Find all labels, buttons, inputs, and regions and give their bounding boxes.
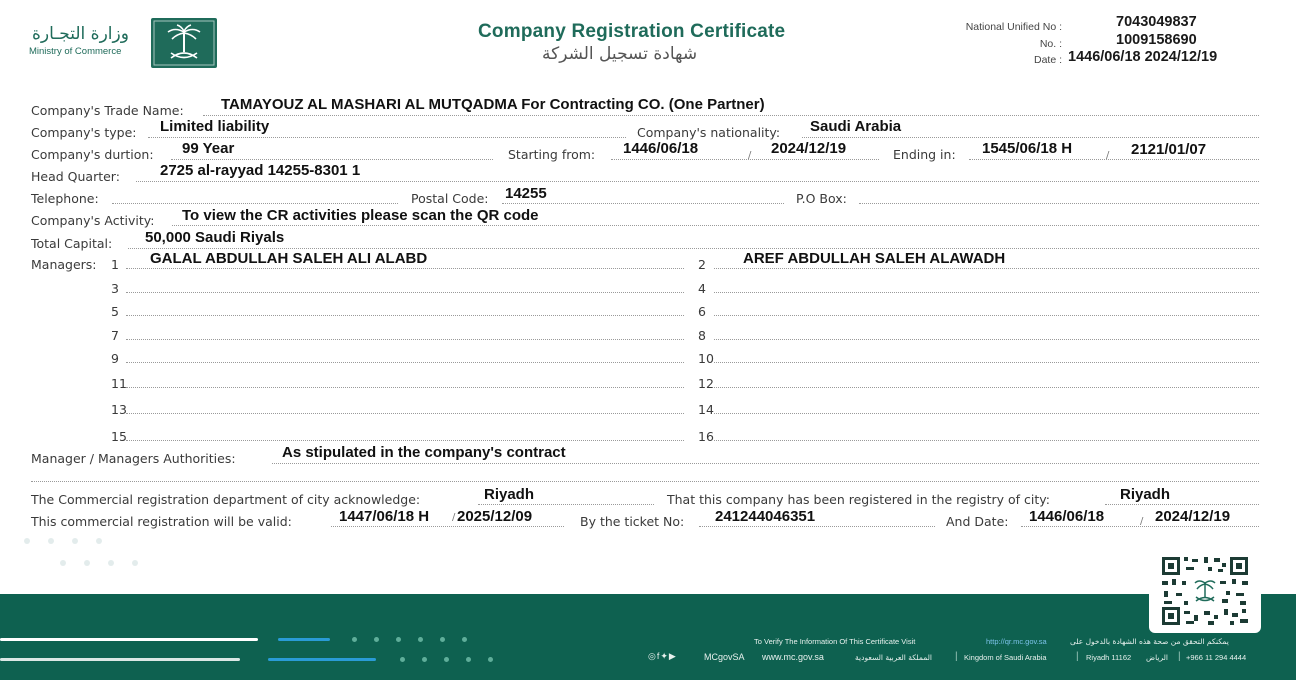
decorative-line: [0, 638, 258, 641]
postal-code-value: 14255: [505, 185, 547, 202]
footer-band: [0, 594, 1296, 680]
head-quarter-line: [136, 181, 1259, 182]
trade-name-label: Company's Trade Name:: [31, 103, 184, 118]
manager-number: 12: [698, 376, 714, 391]
decorative-dot: [352, 637, 357, 642]
manager-line: [714, 292, 1259, 293]
end-hijri-value: 1545/06/18 H: [982, 140, 1073, 157]
decorative-dot: [396, 637, 401, 642]
manager-line: [126, 362, 684, 363]
manager-line: [714, 387, 1259, 388]
telephone-line: [112, 203, 398, 204]
kingdom-english: Kingdom of Saudi Arabia: [964, 653, 1047, 662]
ending-in-label: Ending in:: [893, 147, 956, 162]
manager-line: [714, 315, 1259, 316]
activity-value: To view the CR activities please scan the QR code: [182, 207, 539, 224]
nationality-value: Saudi Arabia: [810, 118, 902, 135]
company-type-line: [148, 137, 626, 138]
decorative-dot: [422, 657, 427, 662]
decorative-dot: [462, 637, 467, 642]
national-unified-value: 7043049837: [1116, 14, 1197, 30]
and-date-label: And Date:: [946, 514, 1009, 529]
kingdom-arabic: المملكة العربية السعودية: [855, 653, 932, 662]
ticket-label: By the ticket No:: [580, 514, 685, 529]
footer-divider: |: [1178, 651, 1181, 662]
verify-text-arabic: يمكنكم التحقق من صحة هذه الشهادة بالدخول على: [1070, 637, 1229, 646]
decorative-dot: [24, 538, 30, 544]
decorative-line: [0, 658, 240, 661]
decorative-dot: [488, 657, 493, 662]
website-link[interactable]: www.mc.gov.sa: [762, 652, 824, 662]
decorative-dot: [466, 657, 471, 662]
instagram-icon[interactable]: ◎: [648, 651, 657, 661]
manager-number: 13: [111, 402, 127, 417]
trade-name-line: [203, 115, 1259, 116]
company-type-label: Company's type:: [31, 125, 137, 140]
activity-line: [172, 225, 1259, 226]
decorative-dot: [374, 637, 379, 642]
authorities-line: [272, 463, 1259, 464]
manager-line: [126, 292, 684, 293]
capital-value: 50,000 Saudi Riyals: [145, 229, 285, 246]
decorative-line: [278, 638, 330, 641]
valid-hijri-value: 1447/06/18 H: [339, 508, 430, 525]
date-separator: /: [452, 512, 456, 523]
duration-value: 99 Year: [182, 140, 235, 157]
verify-text-english: To Verify The Information Of This Certificate Visit: [754, 637, 916, 646]
national-unified-label: National Unified No :: [965, 21, 1062, 33]
manager-number: 5: [111, 304, 119, 319]
nationality-line: [802, 137, 1259, 138]
trade-name-value: TAMAYOUZ AL MASHARI AL MUTQADMA For Contracting CO. (One Partner): [221, 96, 765, 113]
manager-number: 2: [698, 257, 706, 272]
manager-number: 16: [698, 429, 714, 444]
social-handle[interactable]: MCgovSA: [704, 652, 745, 662]
manager-number: 8: [698, 328, 706, 343]
twitter-icon[interactable]: ✦: [660, 651, 669, 661]
date-separator: /: [1106, 150, 1110, 161]
manager-line: [126, 413, 684, 414]
number-label: No. :: [1039, 38, 1062, 50]
end-gregorian-value: 2121/01/07: [1131, 141, 1207, 158]
date-value: 1446/06/18 2024/12/19: [1068, 49, 1218, 65]
number-value: 1009158690: [1116, 32, 1197, 48]
blank-line: [31, 481, 1259, 482]
manager-line: [714, 268, 1259, 269]
manager-number: 6: [698, 304, 706, 319]
authorities-label: Manager / Managers Authorities:: [31, 451, 236, 466]
palm-swords-icon: [151, 18, 217, 68]
qr-code[interactable]: [1149, 549, 1261, 633]
ministry-name-arabic: وزارة التجـارة: [32, 24, 129, 44]
manager-1-name: GALAL ABDULLAH SALEH ALI ALABD: [150, 250, 428, 267]
certificate-title-arabic: شهادة تسجيل الشركة: [542, 44, 698, 64]
qr-code-icon: [1149, 549, 1261, 633]
decorative-dot: [444, 657, 449, 662]
manager-number: 11: [111, 376, 127, 391]
manager-number: 7: [111, 328, 119, 343]
phone-number: +966 11 294 4444: [1186, 653, 1247, 662]
city-arabic: الرياض: [1146, 653, 1168, 662]
certificate-title-english: Company Registration Certificate: [478, 21, 786, 42]
footer-divider: |: [1076, 651, 1079, 662]
decorative-dot: [84, 560, 90, 566]
ticket-number-value: 241244046351: [715, 508, 816, 525]
manager-number: 4: [698, 281, 706, 296]
ticket-line: [699, 526, 935, 527]
decorative-dot: [132, 560, 138, 566]
saudi-emblem-logo: [151, 18, 217, 68]
acknowledge-label: The Commercial registration department of city acknowledge:: [31, 492, 421, 507]
managers-label: Managers:: [31, 257, 97, 272]
manager-number: 15: [111, 429, 127, 444]
valid-line: [331, 526, 564, 527]
city-english: Riyadh 11162: [1086, 653, 1132, 662]
duration-line: [171, 159, 493, 160]
manager-line: [126, 339, 684, 340]
capital-label: Total Capital:: [31, 236, 113, 251]
head-quarter-value: 2725 al-rayyad 14255-8301 1: [160, 162, 361, 179]
manager-number: 14: [698, 402, 714, 417]
manager-line: [126, 440, 684, 441]
telephone-label: Telephone:: [31, 191, 99, 206]
decorative-dot: [418, 637, 423, 642]
and-date-gregorian-value: 2024/12/19: [1155, 508, 1231, 525]
date-separator: /: [748, 150, 752, 161]
postal-code-label: Postal Code:: [411, 191, 489, 206]
date-separator: /: [1140, 516, 1144, 527]
footer-divider: |: [955, 651, 958, 662]
valid-gregorian-value: 2025/12/09: [457, 508, 533, 525]
manager-line: [126, 315, 684, 316]
acknowledge-city-value: Riyadh: [484, 486, 535, 503]
decorative-dot: [400, 657, 405, 662]
start-gregorian-value: 2024/12/19: [771, 140, 847, 157]
valid-label: This commercial registration will be valid:: [31, 514, 292, 529]
manager-line: [714, 413, 1259, 414]
manager-number: 1: [111, 257, 119, 272]
manager-number: 3: [111, 281, 119, 296]
decorative-line: [268, 658, 376, 661]
manager-line: [126, 387, 684, 388]
capital-line: [128, 248, 1259, 249]
manager-number: 9: [111, 351, 119, 366]
social-icons[interactable]: [648, 651, 677, 662]
starting-from-label: Starting from:: [508, 147, 596, 162]
acknowledge-line: [478, 504, 654, 505]
decorative-dot: [440, 637, 445, 642]
decorative-dot: [60, 560, 66, 566]
po-box-line: [859, 203, 1259, 204]
manager-line: [714, 362, 1259, 363]
decorative-dot: [108, 560, 114, 566]
manager-line: [714, 440, 1259, 441]
nationality-label: Company's nationality:: [637, 125, 781, 140]
decorative-dot: [96, 538, 102, 544]
and-date-hijri-value: 1446/06/18: [1029, 508, 1105, 525]
registered-label: That this company has been registered in the registry of city:: [667, 492, 1050, 507]
start-hijri-value: 1446/06/18: [623, 140, 699, 157]
starting-from-line: [611, 159, 879, 160]
manager-number: 10: [698, 351, 714, 366]
head-quarter-label: Head Quarter:: [31, 169, 120, 184]
postal-code-line: [502, 203, 784, 204]
manager-line: [714, 339, 1259, 340]
registered-line: [1105, 504, 1259, 505]
company-type-value: Limited liability: [160, 118, 270, 135]
decorative-dot: [72, 538, 78, 544]
po-box-label: P.O Box:: [796, 191, 847, 206]
verify-url-link[interactable]: http://qr.mc.gov.sa: [986, 637, 1047, 646]
facebook-icon[interactable]: f: [656, 651, 661, 661]
duration-label: Company's durtion:: [31, 147, 154, 162]
manager-line: [126, 268, 684, 269]
ministry-name-english: Ministry of Commerce: [29, 46, 122, 57]
date-label: Date :: [1033, 54, 1062, 66]
decorative-dot: [48, 538, 54, 544]
registered-city-value: Riyadh: [1120, 486, 1171, 503]
authorities-value: As stipulated in the company's contract: [282, 444, 566, 461]
activity-label: Company's Activity:: [31, 213, 155, 228]
youtube-icon[interactable]: ▶: [668, 651, 677, 661]
manager-2-name: AREF ABDULLAH SALEH ALAWADH: [743, 250, 1006, 267]
ending-in-line: [969, 159, 1259, 160]
